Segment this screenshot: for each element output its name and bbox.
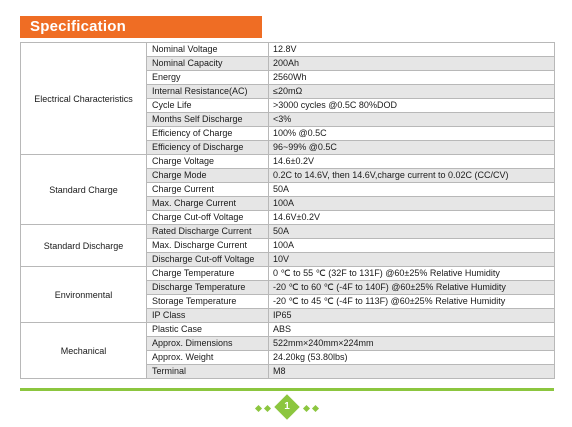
parameter-cell: Charge Mode [147,169,269,183]
value-cell: 12.8V [269,43,555,57]
value-cell: ABS [269,323,555,337]
value-cell: 50A [269,183,555,197]
value-cell: ≤20mΩ [269,85,555,99]
pager-dot-icon [303,405,310,412]
value-cell: 96~99% @0.5C [269,141,555,155]
value-cell: 24.20kg (53.80lbs) [269,351,555,365]
parameter-cell: Charge Current [147,183,269,197]
pager-dot-icon [264,405,271,412]
value-cell: 14.6V±0.2V [269,211,555,225]
parameter-cell: Efficiency of Charge [147,127,269,141]
value-cell: 50A [269,225,555,239]
parameter-cell: Rated Discharge Current [147,225,269,239]
parameter-cell: Terminal [147,365,269,379]
value-cell: M8 [269,365,555,379]
page-indicator [250,397,324,421]
parameter-cell: Charge Voltage [147,155,269,169]
value-cell: 2560Wh [269,71,555,85]
parameter-cell: Charge Cut-off Voltage [147,211,269,225]
parameter-cell: Months Self Discharge [147,113,269,127]
specification-table [20,42,555,379]
value-cell: 0.2C to 14.6V, then 14.6V,charge current to 0.02C (CC/CV) [269,169,555,183]
value-cell: <3% [269,113,555,127]
parameter-cell: Cycle Life [147,99,269,113]
page-number: 1 [284,401,290,412]
value-cell: 0 ℃ to 55 ℃ (32F to 131F) @60±25% Relative Humidity [269,267,555,281]
value-cell: 100% @0.5C [269,127,555,141]
value-cell: 522mm×240mm×224mm [269,337,555,351]
spec-row [21,155,555,169]
parameter-cell: Internal Resistance(AC) [147,85,269,99]
parameter-cell: Energy [147,71,269,85]
value-cell: >3000 cycles @0.5C 80%DOD [269,99,555,113]
parameter-cell: Nominal Capacity [147,57,269,71]
category-cell: Mechanical [21,323,147,379]
category-cell: Standard Discharge [21,225,147,267]
category-cell: Standard Charge [21,155,147,225]
parameter-cell: Max. Charge Current [147,197,269,211]
value-cell: 100A [269,239,555,253]
parameter-cell: Max. Discharge Current [147,239,269,253]
category-cell: Electrical Characteristics [21,43,147,155]
spec-row [21,225,555,239]
parameter-cell: IP Class [147,309,269,323]
value-cell: -20 ℃ to 45 ℃ (-4F to 113F) @60±25% Relative Humidity [269,295,555,309]
specification-table-body [21,43,555,379]
spec-row [21,43,555,57]
spec-row [21,267,555,281]
page-title: Specification [30,18,126,35]
parameter-cell: Discharge Cut-off Voltage [147,253,269,267]
pager-dot-icon [312,405,319,412]
spec-row [21,323,555,337]
value-cell: 14.6±0.2V [269,155,555,169]
value-cell: 10V [269,253,555,267]
parameter-cell: Storage Temperature [147,295,269,309]
footer-divider [20,388,554,391]
parameter-cell: Plastic Case [147,323,269,337]
value-cell: IP65 [269,309,555,323]
value-cell: -20 ℃ to 60 ℃ (-4F to 140F) @60±25% Relative Humidity [269,281,555,295]
parameter-cell: Charge Temperature [147,267,269,281]
specification-banner [20,16,262,38]
parameter-cell: Discharge Temperature [147,281,269,295]
pager-dot-icon [255,405,262,412]
value-cell: 200Ah [269,57,555,71]
category-cell: Environmental [21,267,147,323]
parameter-cell: Nominal Voltage [147,43,269,57]
parameter-cell: Approx. Dimensions [147,337,269,351]
parameter-cell: Efficiency of Discharge [147,141,269,155]
parameter-cell: Approx. Weight [147,351,269,365]
value-cell: 100A [269,197,555,211]
